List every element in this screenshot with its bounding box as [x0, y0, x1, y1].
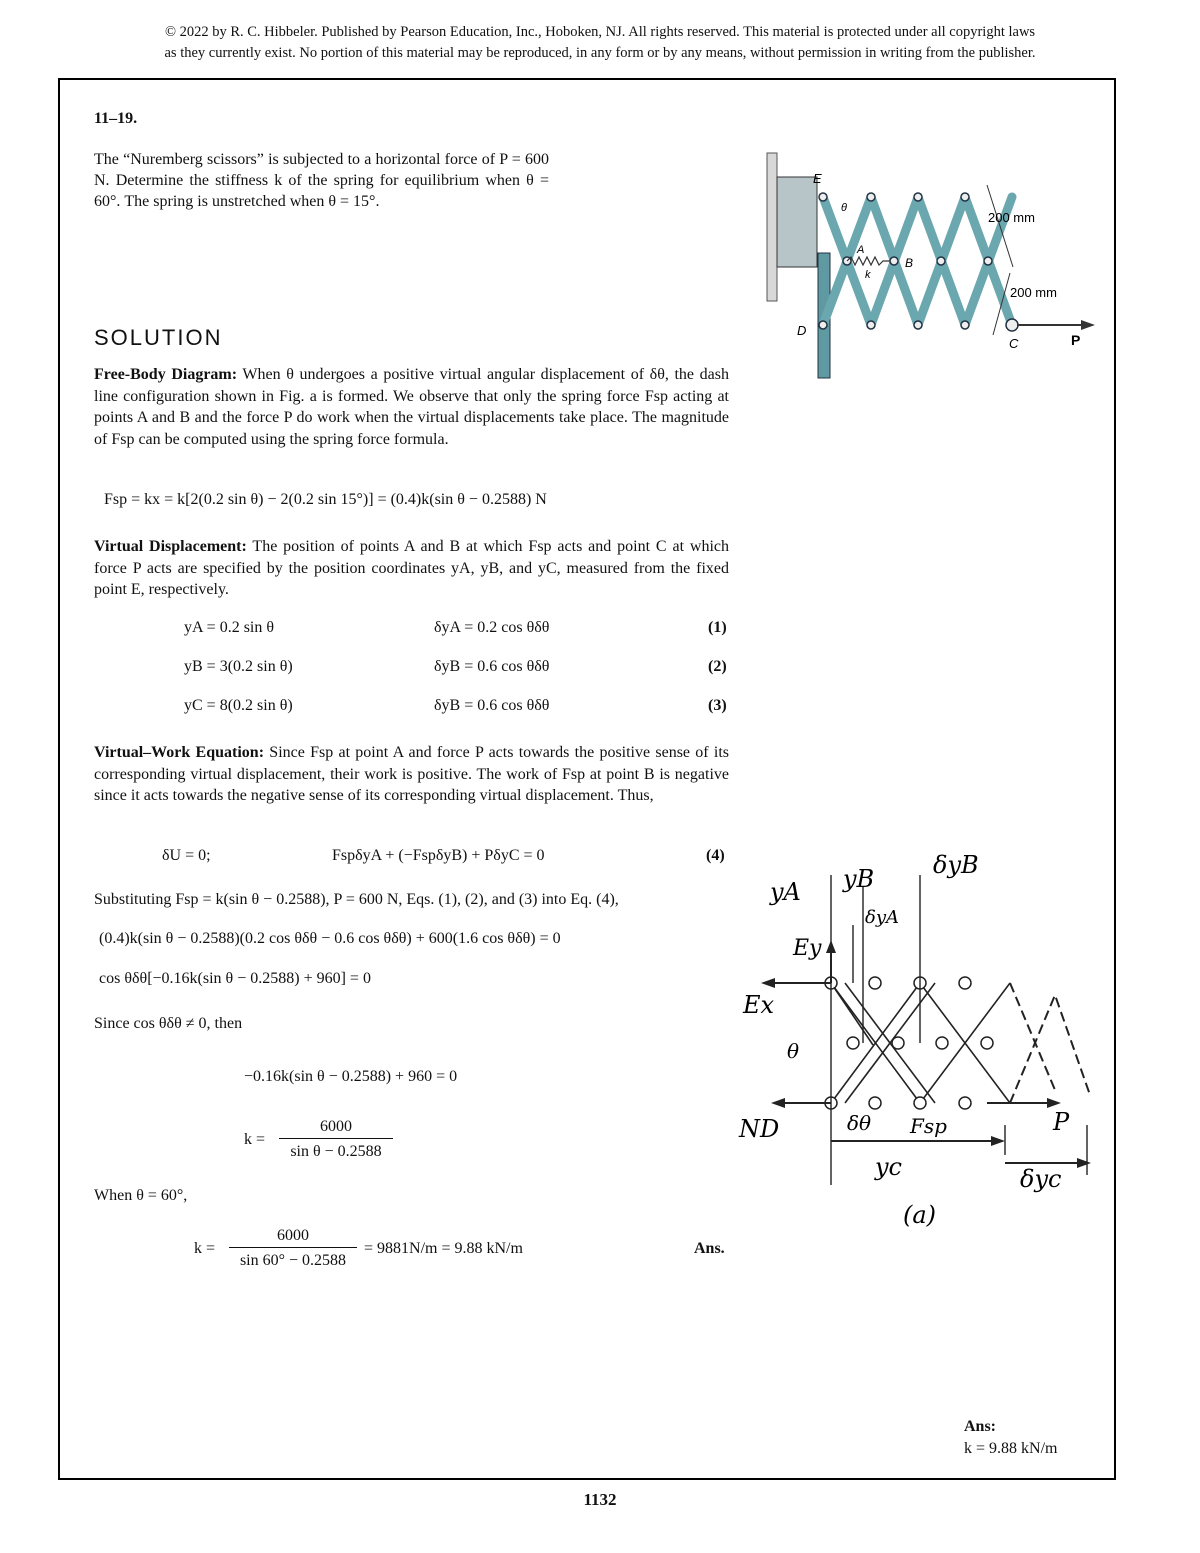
label-E: E [813, 171, 822, 186]
eq6: cos θδθ[−0.16k(sin θ − 0.2588) + 960] = 0 [99, 970, 371, 987]
fbd-label-yc: yc [875, 1153, 902, 1181]
label-dim1: 200 mm [988, 210, 1035, 225]
fbd-label-theta: θ [787, 1039, 800, 1063]
substitution-text: Substituting Fsp = k(sin θ − 0.2588), P = 600 N, Eqs. (1), (2), and (3) into Eq. (4), [94, 891, 619, 908]
solution-heading: SOLUTION [94, 325, 223, 350]
eq4-right: FspδyA + (−FspδyB) + PδyC = 0 [332, 847, 545, 864]
page-number: 1132 [583, 1490, 617, 1509]
since-text: Since cos θδθ ≠ 0, then [94, 1015, 243, 1032]
eq7: −0.16k(sin θ − 0.2588) + 960 = 0 [244, 1068, 458, 1085]
eq4-left: δU = 0; [162, 847, 211, 864]
eq8-denominator: sin θ − 0.2588 [290, 1143, 382, 1160]
scissors-figure [755, 145, 1105, 380]
fbd-label-dyc: δyc [1020, 1165, 1062, 1193]
eq8-lhs: k = [244, 1131, 266, 1148]
fbd-label-P: P [1053, 1108, 1070, 1136]
label-D: D [797, 323, 807, 338]
copyright-notice [60, 22, 1140, 64]
spring-force-equation: Fsp = kx = k[2(0.2 sin θ) − 2(0.2 sin 15°)] = (0.4)k(sin θ − 0.2588) N [104, 491, 547, 508]
label-k: k [865, 269, 871, 281]
vd-text: The position of points A and B at which Fsp acts and point C at which force P acts are specified by the position coordinates yA, yB, and yC, measured from the fixed point E, respectively. [94, 538, 730, 598]
fbd-dashed-config [1010, 983, 1090, 1103]
final-answer-value: k = 9.88 kN/m [964, 1440, 1058, 1457]
virtual-displacement-paragraph [94, 536, 729, 601]
when-text: When θ = 60°, [94, 1187, 188, 1204]
spring [847, 257, 890, 265]
fbd-label-Ey: Ey [793, 936, 822, 961]
eq5: (0.4)k(sin θ − 0.2588)(0.2 cos θδθ − 0.6 cos θδθ) + 600(1.6 cos θδθ) = 0 [99, 930, 561, 947]
eq9-rhs: = 9881N/m = 9.88 kN/m [364, 1240, 523, 1257]
eq8-numerator: 6000 [279, 1118, 393, 1139]
ans-tag: Ans. [694, 1240, 725, 1257]
eq2-right: δyB = 0.6 cos θδθ [434, 658, 550, 675]
eq4-tag: (4) [706, 847, 725, 864]
final-answer-label: Ans: [964, 1418, 997, 1435]
fbd-paragraph [94, 364, 729, 450]
vd-title: Virtual Displacement: [94, 538, 247, 555]
fbd-label-dtheta: δθ [847, 1111, 872, 1135]
fbd-text: When θ undergoes a positive virtual angular displacement of δθ, the dash line configuration shown in Fig. a is formed. We observe that only the spring force Fsp acting at points A and B and the force P do work when the virtual displacements take place. The magnitude of Fsp can be computed using the spring force formula. [94, 366, 729, 448]
eq1-right: δyA = 0.2 cos θδθ [434, 619, 550, 636]
wall [767, 153, 777, 301]
force-arrow-head [1081, 320, 1095, 330]
copyright-line-2: as they currently exist. No portion of this material may be reproduced, in any form or by any means, without permission in writing from the publisher. [164, 45, 1036, 61]
fbd-caption: (a) [903, 1201, 937, 1229]
eq9-lhs: k = [194, 1240, 216, 1257]
fbd-label-yA: yA [770, 878, 801, 906]
label-A: A [857, 244, 865, 256]
problem-statement: The “Nuremberg scissors” is subjected to a horizontal force of P = 600 N. Determine the stiffness k of the spring for equilibrium when θ = 60°. The spring is unstretched when θ = 15°. [94, 151, 549, 210]
label-B: B [905, 256, 914, 270]
eq3-right: δyB = 0.6 cos θδθ [434, 697, 550, 714]
eq3-left: yC = 8(0.2 sin θ) [184, 697, 293, 714]
vw-text: Since Fsp at point A and force P acts towards the positive sense of its corresponding virtual displacement, their work is positive. The work of Fsp at point B is negative since it acts towards the negative sense of its corresponding virtual displacement. Thus, [94, 744, 729, 804]
eq9-numerator: 6000 [229, 1227, 357, 1248]
eq2-left: yB = 3(0.2 sin θ) [184, 658, 293, 675]
fbd-label-dyB: δyB [933, 851, 979, 879]
fbd-title: Free-Body Diagram: [94, 366, 238, 383]
vw-title: Virtual–Work Equation: [94, 744, 265, 761]
eq2-tag: (2) [708, 658, 727, 675]
fbd-label-ND: ND [739, 1115, 780, 1143]
problem-number: 11–19. [94, 110, 138, 127]
fbd-label-dyA: δyA [865, 907, 900, 928]
wall-bracket [777, 177, 817, 267]
fbd-label-yB: yB [843, 865, 875, 893]
label-dim2: 200 mm [1010, 285, 1057, 300]
eq9-denominator: sin 60° − 0.2588 [239, 1252, 347, 1269]
fbd-label-Ex: Ex [743, 991, 775, 1019]
copyright-line-1: © 2022 by R. C. Hibbeler. Published by Pearson Education, Inc., Hoboken, NJ. All rights reserved. This material is protected under all copyright laws [164, 24, 1036, 40]
fbd-label-Fsp: Fsp [910, 1114, 947, 1138]
virtual-work-paragraph [94, 742, 729, 807]
eq1-tag: (1) [708, 619, 727, 636]
label-theta: θ [841, 202, 847, 214]
fbd-figure [735, 845, 1105, 1235]
label-P: P [1071, 332, 1081, 348]
eq3-tag: (3) [708, 697, 727, 714]
label-C: C [1009, 336, 1019, 351]
eq1-left: yA = 0.2 sin θ [184, 619, 275, 636]
